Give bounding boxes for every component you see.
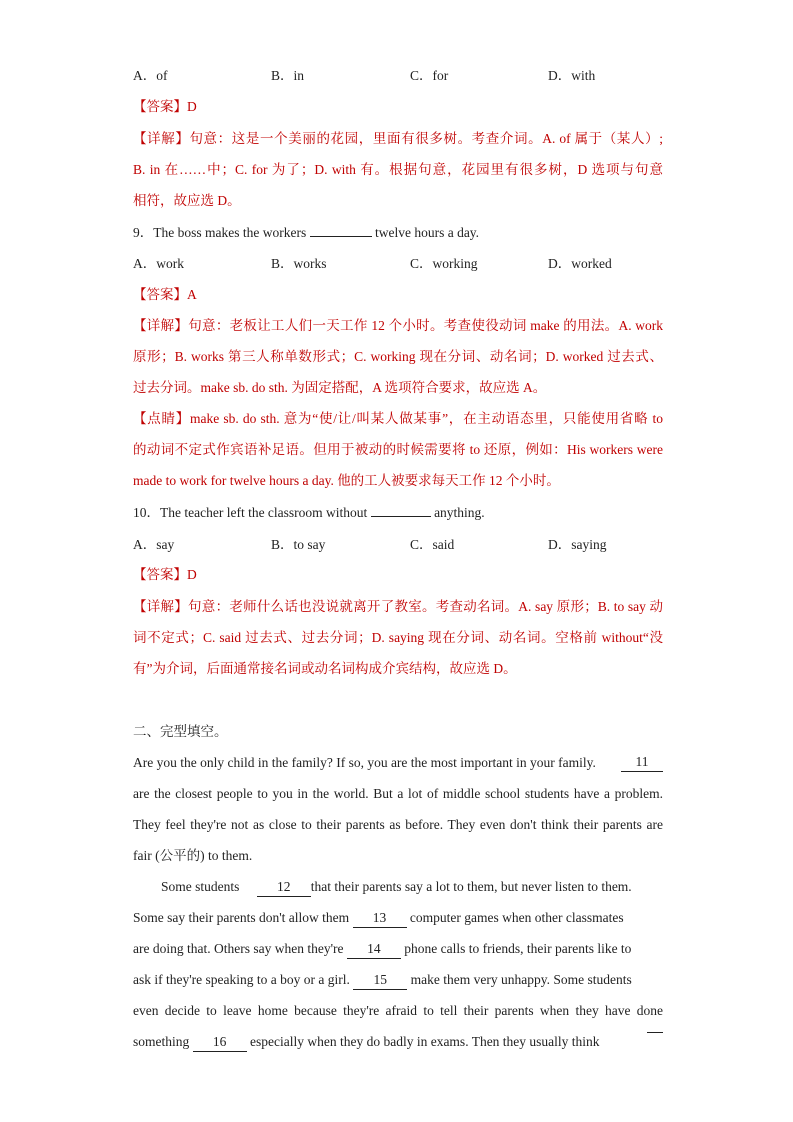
q10-detail-line: 有”为介词，后面通常接名词或动名词构成介宾结构，故应选 D。 (133, 661, 517, 676)
blank-15[interactable]: 15 (353, 971, 407, 990)
blank-16[interactable]: 16 (193, 1033, 247, 1052)
passage-text: Are you the only child in the family? If so, you are the most important in your family. (133, 755, 596, 770)
q8-option-a[interactable]: A．of (133, 68, 168, 83)
q9-blank[interactable] (310, 222, 372, 237)
q9-option-b[interactable]: B．works (271, 256, 327, 271)
q9-tip-line: 的动词不定式作宾语补足语。但用于被动的时候需要将 to 还原，例如：His workers were (133, 442, 663, 457)
q9-detail-line: 过去分词。make sb. do sth. 为固定搭配，A 选项符合要求，故应选 A。 (133, 380, 547, 395)
passage-line: even decide to leave home because they're afraid to tell their parents when they have done (133, 1003, 663, 1018)
q10-stem-before: 10．The teacher left the classroom without (133, 505, 368, 520)
q8-detail-line: B. in 在……中；C. for 为了；D. with 有。根据句意，花园里有很多树，D 选项与句意 (133, 162, 663, 177)
q8-answer: 【答案】D (133, 99, 197, 114)
passage-line: are the closest people to you in the world. But a lot of middle school students have a problem. (133, 786, 663, 801)
q9-option-c[interactable]: C．working (410, 256, 478, 271)
passage-text: Some say their parents don't allow them (133, 910, 350, 925)
q10-detail-line: 【详解】句意：老师什么话也没说就离开了教室。考查动名词。A. say 原形；B. to say 动 (133, 599, 663, 614)
blank-12[interactable]: 12 (257, 878, 311, 897)
passage-text: phone calls to friends, their parents like to (404, 941, 632, 956)
passage-text: Some students (161, 879, 240, 894)
passage-text: that their parents say a lot to them, but never listen to them. (310, 879, 632, 894)
q8-option-b[interactable]: B．in (271, 68, 305, 83)
blank-11[interactable]: 11 (621, 753, 663, 772)
q9-detail-line: 【详解】句意：老板让工人们一天工作 12 个小时。考查使役动词 make 的用法。A. work (133, 318, 663, 333)
passage-text: something (133, 1034, 190, 1049)
passage-line (161, 877, 632, 897)
q10-answer: 【答案】D (133, 567, 197, 582)
q9-option-a[interactable]: A．work (133, 256, 184, 271)
passage-text: are doing that. Others say when they're (133, 941, 344, 956)
q9-stem-before: 9．The boss makes the workers (133, 225, 307, 240)
q10-stem (133, 502, 485, 523)
blank-17-partial[interactable] (647, 1032, 663, 1033)
q9-option-d[interactable]: D．worked (548, 256, 612, 271)
q10-option-c[interactable]: C．said (410, 537, 455, 552)
q9-stem (133, 222, 479, 243)
q10-stem-after: anything. (434, 505, 485, 520)
passage-text: make them very unhappy. Some students (410, 972, 632, 987)
q9-tip-line: made to work for twelve hours a day. 他的工人被要求每天工作 12 个小时。 (133, 473, 560, 488)
passage-text: especially when they do badly in exams. Then they usually think (250, 1034, 600, 1049)
passage-line (133, 908, 624, 928)
q8-option-d[interactable]: D．with (548, 68, 596, 83)
passage-line: They feel they're not as close to their parents as before. They even don't think their parents are (133, 817, 663, 832)
q9-tip-line: 【点睛】make sb. do sth. 意为“使/让/叫某人做某事”，在主动语态里，只能使用省略 to (133, 411, 663, 426)
q8-detail-line: 相符，故应选 D。 (133, 193, 241, 208)
q10-option-b[interactable]: B．to say (271, 537, 326, 552)
q8-detail-line: 【详解】句意：这是一个美丽的花园，里面有很多树。考查介词。A. of 属于（某人）; (133, 131, 663, 146)
passage-line (133, 1032, 663, 1052)
passage-line: fair (公平的) to them. (133, 848, 253, 863)
q10-blank[interactable] (371, 502, 431, 517)
q9-stem-after: twelve hours a day. (374, 225, 480, 240)
q10-detail-line: 词不定式；C. said 过去式、过去分词；D. saying 现在分词、动名词。空格前 without“没 (133, 630, 663, 645)
passage-line (133, 753, 663, 773)
q9-detail-line: 原形；B. works 第三人称单数形式；C. working 现在分词、动名词；D. worked 过去式、 (133, 349, 663, 364)
blank-13[interactable]: 13 (353, 909, 407, 928)
section-heading: 二、完型填空。 (133, 724, 228, 739)
q8-option-c[interactable]: C．for (410, 68, 449, 83)
passage-text: ask if they're speaking to a boy or a girl. (133, 972, 350, 987)
q9-answer: 【答案】A (133, 287, 197, 302)
passage-text: computer games when other classmates (409, 910, 624, 925)
passage-line (133, 970, 632, 990)
q10-option-a[interactable]: A．say (133, 537, 175, 552)
blank-14[interactable]: 14 (347, 940, 401, 959)
passage-line (133, 939, 631, 959)
q10-option-d[interactable]: D．saying (548, 537, 607, 552)
